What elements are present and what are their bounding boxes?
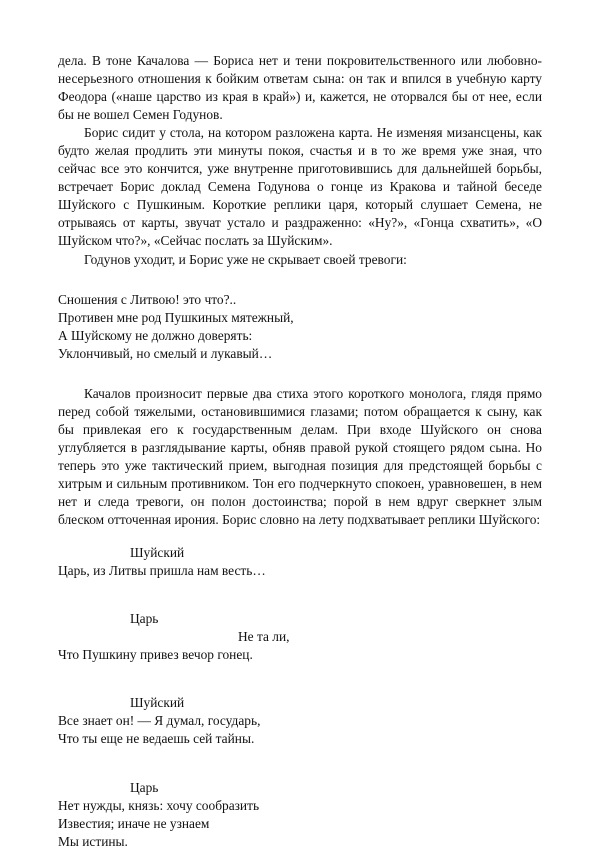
dialogue-line: Нет нужды, князь: хочу сообразить: [58, 797, 260, 813]
dialogue-line: Царь, из Литвы пришла нам весть…: [58, 563, 266, 579]
dialogue-block: [58, 544, 542, 580]
dialogue-block: [58, 610, 542, 664]
speaker-name: Шуйский: [130, 545, 185, 561]
paragraph: Борис сидит у стола, на котором разложена карта. Не изменяя мизансцены, как будто желая продлить эти минуты покоя, счастья и в то же время уже зная, что сейчас все это кончится, уже внутренне приготовившись для дальнейшей борьбы, встречает Борис доклад Семена Годунова о гонце из Кракова и тайной беседе Шуйского с Пушкиным. Короткие реплики царя, который слушает Семена, не отрываясь от карты, звучат устало и раздраженно: «Ну?», «Гонца схватить», «О Шуйском что?», «Сейчас послать за Шуйским».: [58, 125, 542, 249]
dialogue-line: Не та ли,: [238, 629, 290, 645]
dialogue-line: Известия; иначе не узнаем: [58, 815, 210, 831]
dialogue-line: Что ты еще не ведаешь сей тайны.: [58, 731, 255, 747]
dialogue-line: Мы истины.: [58, 833, 128, 849]
speaker-name: Шуйский: [130, 695, 185, 711]
paragraph: Годунов уходит, и Борис уже не скрывает своей тревоги:: [84, 251, 407, 267]
paragraph: Качалов произносит первые два стиха этого короткого монолога, глядя прямо перед собой тяжелыми, остановившимися глазами; потом обращается к сыну, как бы привлекая его к государственным делам. При входе Шуйского он снова углубляется в разглядывание карты, обняв правой рукой стоящего рядом сына. Но теперь это уже тактический прием, выгодная позиция для предстоящей борьбы с хитрым и сильным противником. Тон его подчеркнуто спокоен, уравновешен, в нем нет и следа тревоги, он полон достоинства; порой в нем вдруг сверкнет злым блеском отточенная ирония. Борис словно на лету подхватывает реплики Шуйского:: [58, 385, 542, 528]
speaker-name: Царь: [130, 611, 159, 627]
speaker-name: Царь: [130, 779, 159, 795]
verse-line: А Шуйскому не должно доверять:: [58, 327, 253, 343]
verse-quote: [58, 291, 542, 363]
paragraph: дела. В тоне Качалова — Бориса нет и тени покровительственного или любовно-несерьезного отношения к бойким ответам сына: он так и впился в учебную карту Феодора («наше царство из края в край») и, кажется, не оторвался бы от нее, если бы не вошел Семен Годунов.: [58, 53, 542, 123]
verse-line: Сношения с Литвою! это что?..: [58, 291, 237, 307]
verse-line: Уклончивый, но смелый и лукавый…: [58, 345, 273, 361]
dialogue-line: Что Пушкину привез вечор гонец.: [58, 647, 253, 663]
verse-line: Противен мне род Пушкиных мятежный,: [58, 309, 294, 325]
dialogue-block: [58, 779, 542, 851]
document-page: [58, 52, 542, 851]
dialogue-block: [58, 694, 542, 748]
dialogue-line: Все знает он! — Я думал, государь,: [58, 713, 261, 729]
